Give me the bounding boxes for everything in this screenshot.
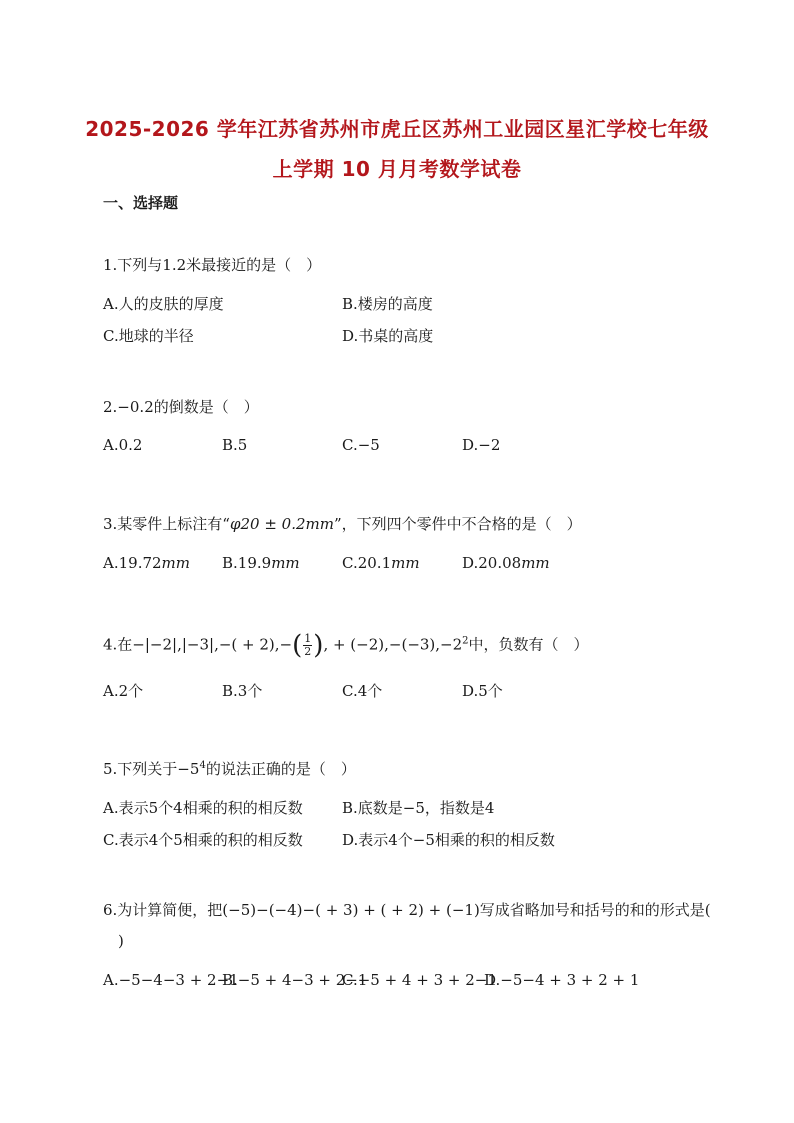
question-2-option-c: C.−5 — [342, 436, 380, 454]
question-4-fraction — [303, 633, 312, 658]
question-5-option-b: B.底数是−5，指数是4 — [342, 799, 495, 817]
question-2-option-d: D.−2 — [462, 436, 501, 454]
question-1-option-a: A.人的皮肤的厚度 — [103, 295, 224, 313]
question-3-option-c-unit: mm — [391, 554, 420, 572]
question-2-option-a: A.0.2 — [103, 436, 143, 454]
question-3-option-d — [462, 554, 550, 572]
question-3-option-d-number: D.20.08 — [462, 554, 522, 572]
question-5-option-a: A.表示5个4相乘的积的相反数 — [103, 799, 303, 817]
question-3-stem — [103, 513, 582, 534]
question-1-option-d: D.书桌的高度 — [342, 327, 434, 345]
question-3-option-c — [342, 554, 420, 572]
question-3-stem-math: φ20 ± 0.2mm — [229, 515, 334, 533]
question-5-stem-prefix: 5.下列关于−5 — [103, 760, 200, 778]
question-2-stem: 2.−0.2的倒数是（ ） — [103, 398, 259, 416]
question-5-stem-suffix: 的说法正确的是（ ） — [205, 760, 356, 778]
question-3-option-b-unit: mm — [271, 554, 300, 572]
question-3-option-a-unit: mm — [161, 554, 190, 572]
question-4-fraction-denominator: 2 — [304, 645, 312, 658]
question-4-stem-middle: , + (−2),−(−3),−2 — [323, 635, 463, 654]
question-6-option-d: D.−5−4 + 3 + 2 + 1 — [484, 971, 640, 989]
question-3-option-b-number: B.19.9 — [222, 554, 272, 572]
question-4-right-paren: ) — [313, 630, 324, 661]
question-4-stem-suffix: 中，负数有（ ） — [468, 635, 589, 654]
question-6-option-c: C.−5 + 4 + 3 + 2−1 — [342, 971, 497, 989]
section-heading: 一、选择题 — [103, 194, 179, 212]
question-1-option-c: C.地球的半径 — [103, 327, 194, 345]
exam-title-line-1: 2025-2026 学年江苏省苏州市虎丘区苏州工业园区星汇学校七年级 — [85, 117, 709, 141]
exam-title-line-2: 上学期 10 月月考数学试卷 — [272, 157, 522, 181]
question-3-option-a — [103, 554, 190, 572]
question-2-option-b: B.5 — [222, 436, 248, 454]
question-4-stem-prefix: 4.在−|−2|,|−3|,−( + 2),− — [103, 635, 293, 654]
question-6-stem-line-2: ) — [118, 932, 124, 950]
question-5-stem — [103, 758, 356, 779]
question-3-option-c-number: C.20.1 — [342, 554, 392, 572]
question-5-option-c: C.表示4个5相乘的积的相反数 — [103, 831, 303, 849]
question-6-stem-line-1: 6.为计算简便，把(−5)−(−4)−( + 3) + ( + 2) + (−1)写成省略加号和括号的和的形式是( — [103, 901, 711, 919]
question-4-option-a: A.2个 — [103, 682, 144, 700]
question-5-option-d: D.表示4个−5相乘的积的相反数 — [342, 831, 555, 849]
question-6-option-a: A.−5−4−3 + 2−1 — [103, 971, 239, 989]
question-4-exponent: 2 — [462, 635, 469, 647]
question-4-option-d: D.5个 — [462, 682, 503, 700]
question-3-stem-prefix: 3.某零件上标注有“ — [103, 515, 230, 533]
question-6-option-b: B.−5 + 4−3 + 2−1 — [222, 971, 368, 989]
question-4-fraction-numerator: 1 — [304, 632, 312, 645]
question-3-option-a-number: A.19.72 — [103, 554, 162, 572]
question-3-stem-suffix: ”，下列四个零件中不合格的是（ ） — [333, 515, 582, 533]
question-5-exponent: 4 — [199, 760, 206, 771]
question-1-stem: 1.下列与1.2米最接近的是（ ） — [103, 256, 322, 274]
question-4-stem — [103, 630, 589, 661]
question-3-option-b — [222, 554, 300, 572]
question-1-option-b: B.楼房的高度 — [342, 295, 433, 313]
question-3-option-d-unit: mm — [521, 554, 550, 572]
question-4-option-b: B.3个 — [222, 682, 263, 700]
question-4-left-paren: ( — [292, 630, 303, 661]
question-4-option-c: C.4个 — [342, 682, 383, 700]
